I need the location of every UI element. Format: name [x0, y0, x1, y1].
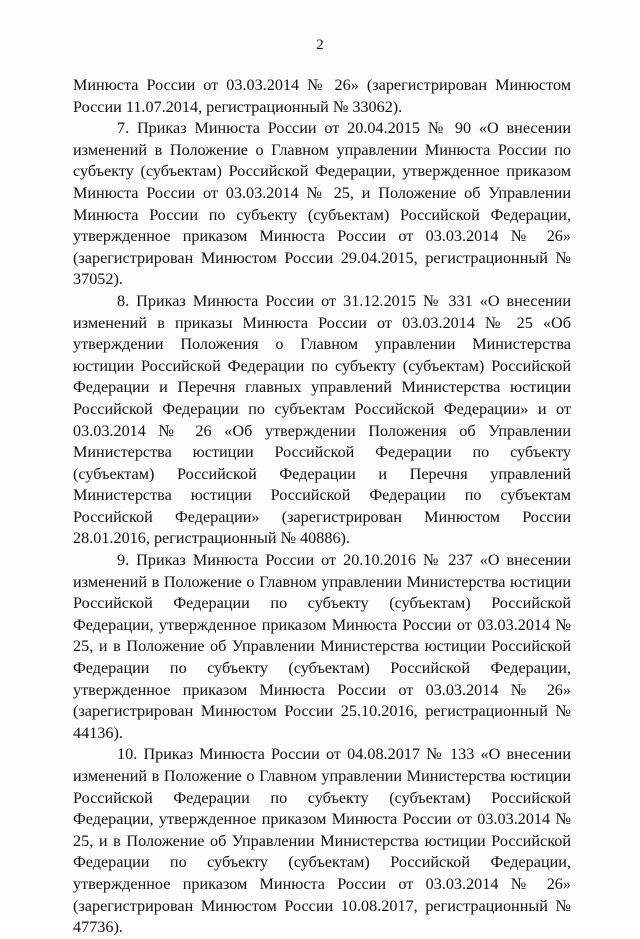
- paragraph-item-10: 10. Приказ Минюста России от 04.08.2017 № 133 «О внесении изменений в Положение о Главном управлении Министерства юстиции Российской Федерации по субъекту (субъектам) Российской Федерации, утвержденное приказом Минюста России от 03.03.2014 № 25, и в Положение об Управлении Министерства юстиции Российской Федерации по субъекту (субъектам) Российской Федерации, утвержденное приказом Минюста России от 03.03.2014 № 26» (зарегистрирован Минюстом России 10.08.2017, регистрационный № 47736).: [73, 745, 571, 937]
- paragraph-continuation: Минюста России от 03.03.2014 № 26» (зарегистрирован Минюстом России 11.07.2014, регистрационный № 33062).: [73, 76, 571, 116]
- paragraph-item-8: 8. Приказ Минюста России от 31.12.2015 № 331 «О внесении изменений в приказы Минюста России от 03.03.2014 № 25 «Об утверждении Положения о Главном управлении Министерства юстиции Российской Федерации по субъекту (субъектам) Российской Федерации и Перечня главных управлений Министерства юстиции Российской Федерации по субъектам Российской Федерации» и от 03.03.2014 № 26 «Об утверждении Положения об Управлении Министерства юстиции Российской Федерации по субъекту (субъектам) Российской Федерации и Перечня управлений Министерства юстиции Российской Федерации по субъектам Российской Федерации» (зарегистрирован Минюстом России 28.01.2016, регистрационный № 40886).: [73, 291, 571, 548]
- page-number: 2: [316, 37, 324, 53]
- paragraph-item-9: 9. Приказ Минюста России от 20.10.2016 № 237 «О внесении изменений в Положение о Главном управлении Министерства юстиции Российской Федерации по субъекту (субъектам) Российской Федерации, утвержденное приказом Минюста России от 03.03.2014 № 25, и в Положение об Управлении Министерства юстиции Российской Федерации по субъекту (субъектам) Российской Федерации, утвержденное приказом Минюста России от 03.03.2014 № 26» (зарегистрирован Минюстом России 25.10.2016, регистрационный № 44136).: [73, 551, 571, 742]
- paragraph-item-7: 7. Приказ Минюста России от 20.04.2015 № 90 «О внесении изменений в Положение о Главном управлении Минюста России по субъекту (субъектам) Российской Федерации, утвержденное приказом Минюста России от 03.03.2014 № 25, и Положение об Управлении Минюста России по субъекту (субъектам) Российской Федерации, утвержденное приказом Минюста России от 03.03.2014 № 26» (зарегистрирован Минюстом России 29.04.2015, регистрационный № 37052).: [73, 119, 571, 289]
- document-body: [73, 75, 571, 939]
